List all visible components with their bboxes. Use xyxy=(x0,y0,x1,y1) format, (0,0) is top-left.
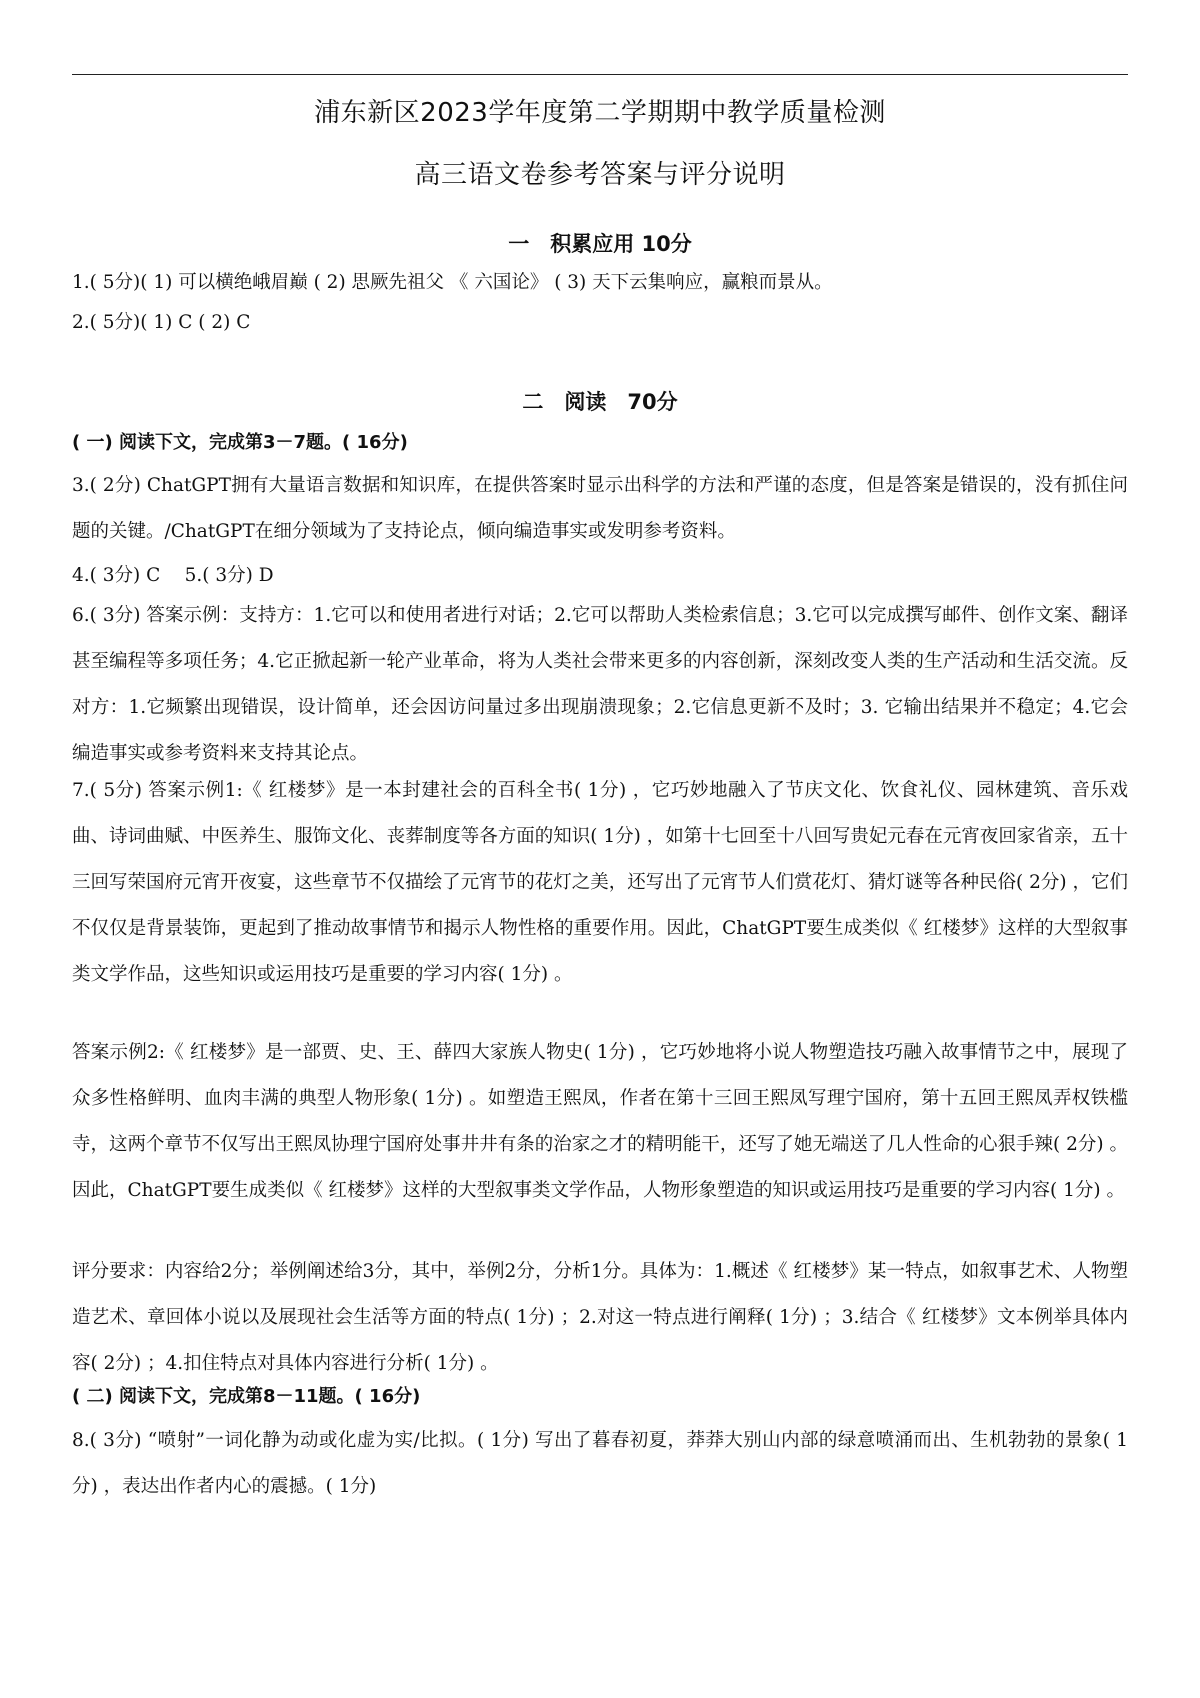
answer-q8: 8.( 3分) “喷射”一词化静为动或化虚为实/比拟。( 1分) 写出了暮春初夏，莽莽大别山内部的绿意喷涌而出、生机勃勃的景象( 1分) ，表达出作者内心的震撼。( 1分) xyxy=(72,1430,1128,1497)
subsection-heading-part1: ( 一) 阅读下文，完成第3－7题。( 16分) xyxy=(72,432,408,453)
document-title: 浦东新区2023学年度第二学期期中教学质量检测 xyxy=(314,98,886,128)
section-heading-accumulation: 一 积累应用 10分 xyxy=(508,232,692,256)
header-rule xyxy=(72,74,1128,75)
document-subtitle: 高三语文卷参考答案与评分说明 xyxy=(414,160,786,190)
answer-q4-q5: 4.( 3分) C 5.( 3分) D xyxy=(72,565,274,586)
answer-q2: 2.( 5分)( 1) C ( 2) C xyxy=(72,312,251,333)
section-heading-reading: 二 阅读 70分 xyxy=(522,390,678,414)
answer-q7-scoring: 评分要求：内容给2分；举例阐述给3分，其中，举例2分，分析1分。具体为：1.概述《 红楼梦》某一特点，如叙事艺术、人物塑造艺术、章回体小说以及展现社会生活等方面的特点( 1分) ；2.对这一特点进行阐释( 1分) ；3.结合《 红楼梦》文本例举具体内容( 2分) ；4.扣住特点对具体内容进行分析( 1分) 。 xyxy=(72,1261,1128,1374)
answer-q1: 1.( 5分)( 1) 可以横绝峨眉巅 ( 2) 思厥先祖父 《 六国论》 ( 3) 天下云集响应，赢粮而景从。 xyxy=(72,272,833,293)
answer-q3: 3.( 2分) ChatGPT拥有大量语言数据和知识库，在提供答案时显示出科学的方法和严谨的态度，但是答案是错误的，没有抓住问题的关键。/ChatGPT在细分领域为了支持论点，倾向编造事实或发明参考资料。 xyxy=(72,475,1128,542)
answer-q6: 6.( 3分) 答案示例：支持方：1.它可以和使用者进行对话；2.它可以帮助人类检索信息；3.它可以完成撰写邮件、创作文案、翻译甚至编程等多项任务；4.它正掀起新一轮产业革命，将为人类社会带来更多的内容创新，深刻改变人类的生产活动和生活交流。反对方：1.它频繁出现错误，设计简单，还会因访问量过多出现崩溃现象；2.它信息更新不及时；3. 它输出结果并不稳定；4.它会编造事实或参考资料来支持其论点。 xyxy=(72,605,1128,764)
answer-q7-example1: 7.( 5分) 答案示例1:《 红楼梦》是一本封建社会的百科全书( 1分) ，它巧妙地融入了节庆文化、饮食礼仪、园林建筑、音乐戏曲、诗词曲赋、中医养生、服饰文化、丧葬制度等各方面的知识( 1分) ，如第十七回至十八回写贵妃元春在元宵夜回家省亲，五十三回写荣国府元宵开夜宴，这些章节不仅描绘了元宵节的花灯之美，还写出了元宵节人们赏花灯、猜灯谜等各种民俗( 2分) ，它们不仅仅是背景装饰，更起到了推动故事情节和揭示人物性格的重要作用。因此，ChatGPT要生成类似《 红楼梦》这样的大型叙事类文学作品，这些知识或运用技巧是重要的学习内容( 1分) 。 xyxy=(72,780,1128,985)
subsection-heading-part2: ( 二) 阅读下文，完成第8－11题。( 16分) xyxy=(72,1386,421,1407)
answer-q7-example2: 答案示例2:《 红楼梦》是一部贾、史、王、薛四大家族人物史( 1分) ，它巧妙地将小说人物塑造技巧融入故事情节之中，展现了众多性格鲜明、血肉丰满的典型人物形象( 1分) 。如塑造王熙凤，作者在第十三回王熙凤写理宁国府，第十五回王熙凤弄权铁槛寺，这两个章节不仅写出王熙凤协理宁国府处事井井有条的治家之才的精明能干，还写了她无端送了几人性命的心狠手辣( 2分) 。因此，ChatGPT要生成类似《 红楼梦》这样的大型叙事类文学作品，人物形象塑造的知识或运用技巧是重要的学习内容( 1分) 。 xyxy=(72,1042,1128,1201)
